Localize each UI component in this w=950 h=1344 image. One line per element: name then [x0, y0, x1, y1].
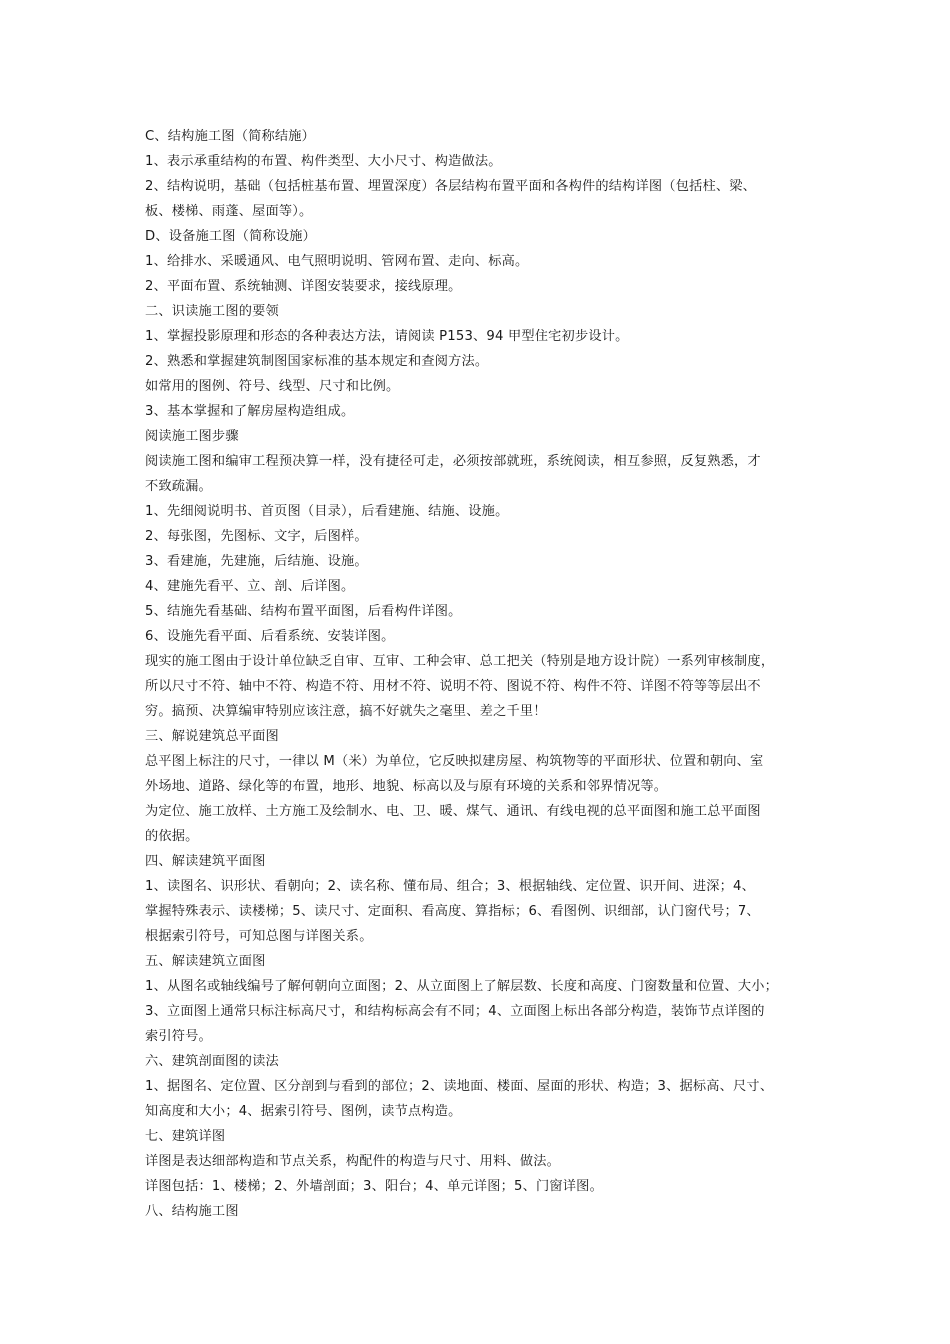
text-line: 不致疏漏。 [145, 479, 212, 494]
text-line: 穷。搞预、决算编审特别应该注意，搞不好就失之毫里、差之千里！ [145, 704, 547, 719]
text-line: 板、楼梯、雨蓬、屋面等）。 [145, 204, 313, 219]
text-line: 四、解读建筑平面图 [145, 854, 266, 869]
text-line: 根据索引符号，可知总图与详图关系。 [145, 929, 373, 944]
text-line: 1、先细阅说明书、首页图（目录），后看建施、结施、设施。 [145, 504, 509, 519]
text-line: 二、识读施工图的要领 [145, 304, 279, 319]
text-line: 详图包括：1、楼梯；2、外墙剖面；3、阳台；4、单元详图；5、门窗详图。 [145, 1179, 603, 1194]
text-line: 阅读施工图步骤 [145, 429, 239, 444]
text-line: 3、看建施，先建施，后结施、设施。 [145, 554, 368, 569]
text-line: 2、熟悉和掌握建筑制图国家标准的基本规定和查阅方法。 [145, 354, 489, 369]
text-line: 1、掌握投影原理和形态的各种表达方法，请阅读 P153、94 甲型住宅初步设计。 [145, 329, 629, 344]
text-line: 六、建筑剖面图的读法 [145, 1054, 279, 1069]
text-line: 1、读图名、识形状、看朝向；2、读名称、懂布局、组合；3、根据轴线、定位置、识开间、进深；4、 [145, 879, 756, 894]
text-line: 的依据。 [145, 829, 199, 844]
text-line: 详图是表达细部构造和节点关系，构配件的构造与尺寸、用料、做法。 [145, 1154, 561, 1169]
text-line: 八、结构施工图 [145, 1204, 239, 1219]
text-line: 4、建施先看平、立、剖、后详图。 [145, 579, 355, 594]
text-line: 所以尺寸不符、轴中不符、构造不符、用材不符、说明不符、图说不符、构件不符、详图不符等等层出不 [145, 679, 761, 694]
text-line: 为定位、施工放样、土方施工及绘制水、电、卫、暖、煤气、通讯、有线电视的总平面图和施工总平面图 [145, 804, 761, 819]
text-line: 2、结构说明，基础（包括桩基布置、埋置深度）各层结构布置平面和各构件的结构详图（包括柱、梁、 [145, 179, 757, 194]
text-line: 阅读施工图和编审工程预决算一样，没有捷径可走，必须按部就班，系统阅读，相互参照，反复熟悉，才 [145, 454, 761, 469]
text-line: 掌握特殊表示、读楼梯；5、读尺寸、定面积、看高度、算指标；6、看图例、识细部，认门窗代号；7、 [145, 904, 760, 919]
text-line: 2、平面布置、系统轴测、详图安装要求，接线原理。 [145, 279, 462, 294]
text-line: 外场地、道路、绿化等的布置，地形、地貌、标高以及与原有环境的关系和邻界情况等。 [145, 779, 668, 794]
text-line: 知高度和大小；4、据索引符号、图例，读节点构造。 [145, 1104, 462, 1119]
text-line: C、结构施工图（简称结施） [145, 129, 316, 144]
text-line: 5、结施先看基础、结构布置平面图，后看构件详图。 [145, 604, 462, 619]
text-line: 七、建筑详图 [145, 1129, 226, 1144]
text-line: 索引符号。 [145, 1029, 212, 1044]
document-page [145, 124, 820, 1224]
text-line: 3、基本掌握和了解房屋构造组成。 [145, 404, 355, 419]
text-line: 1、据图名、定位置、区分剖到与看到的部位；2、读地面、楼面、屋面的形状、构造；3、据标高、尺寸、 [145, 1079, 774, 1094]
text-line: 总平图上标注的尺寸，一律以 M（米）为单位，它反映拟建房屋、构筑物等的平面形状、位置和朝向、室 [145, 754, 764, 769]
text-line: 2、每张图，先图标、文字，后图样。 [145, 529, 368, 544]
text-line: 1、从图名或轴线编号了解何朝向立面图；2、从立面图上了解层数、长度和高度、门窗数量和位置、大小； [145, 979, 779, 994]
text-line: 现实的施工图由于设计单位缺乏自审、互审、工种会审、总工把关（特别是地方设计院）一系列审核制度， [145, 654, 775, 669]
text-line: 三、解说建筑总平面图 [145, 729, 279, 744]
text-line: 如常用的图例、符号、线型、尺寸和比例。 [145, 379, 400, 394]
text-line: D、设备施工图（简称设施） [145, 229, 317, 244]
text-line: 五、解读建筑立面图 [145, 954, 266, 969]
text-line: 1、表示承重结构的布置、构件类型、大小尺寸、构造做法。 [145, 154, 502, 169]
text-line: 6、设施先看平面、后看系统、安装详图。 [145, 629, 395, 644]
text-line: 3、立面图上通常只标注标高尺寸，和结构标高会有不同；4、立面图上标出各部分构造，装饰节点详图的 [145, 1004, 765, 1019]
text-line: 1、给排水、采暖通风、电气照明说明、管网布置、走向、标高。 [145, 254, 529, 269]
